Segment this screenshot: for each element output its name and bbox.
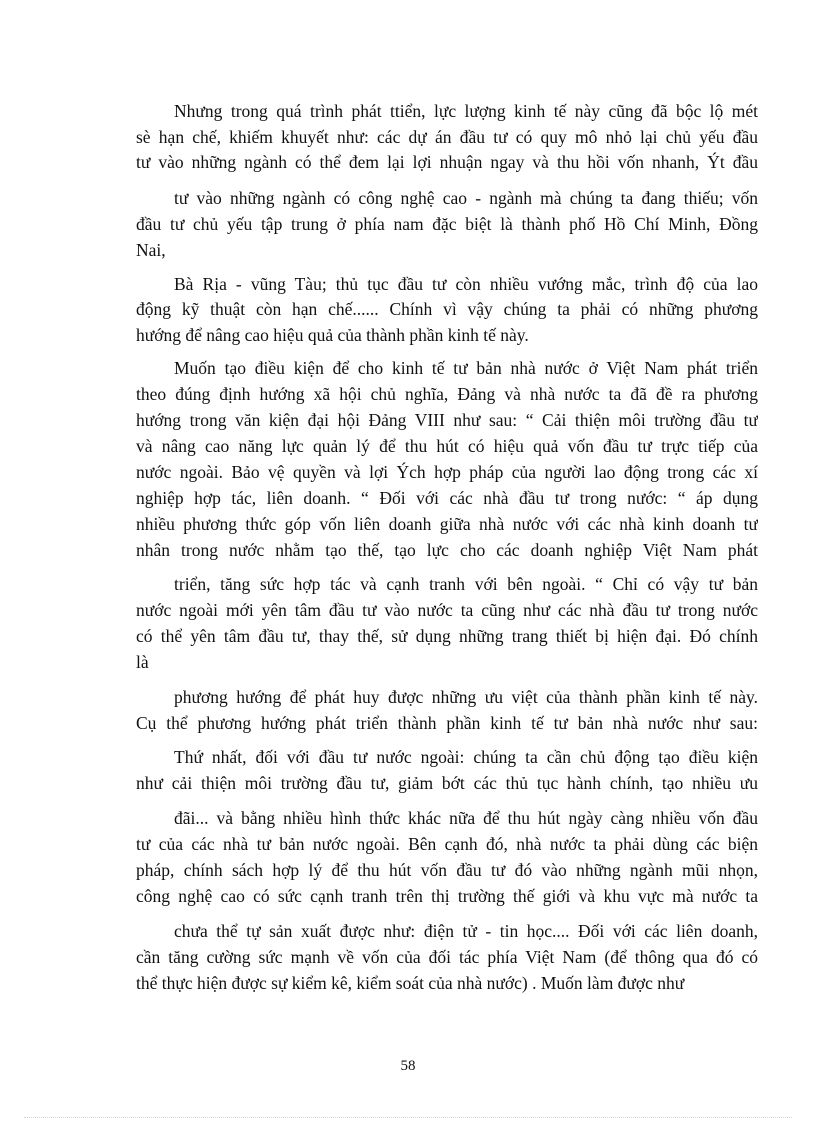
text-line: hướng trong văn kiện đại hội Đảng VIII như sau: “ Cải thiện môi trường đầu tư — [136, 410, 758, 430]
text-line: tư vào những ngành có công nghệ cao - ngành mà chúng ta đang thiếu; vốn — [174, 188, 758, 208]
text-line: Nai, — [136, 240, 166, 260]
text-line: thể thực hiện được sự kiểm kê, kiểm soát của nhà nước) . Muốn làm được như — [136, 973, 685, 993]
text-line: nước ngoài mới yên tâm đầu tư vào nước ta cũng như các nhà đầu tư trong nước — [136, 600, 758, 620]
text-line: pháp, chính sách hợp lý để thu hút vốn đầu tư đó vào những ngành mũi nhọn, — [136, 860, 758, 880]
text-line: Bà Rịa - vũng Tàu; thủ tục đầu tư còn nhiều vướng mắc, trình độ của lao — [174, 274, 758, 294]
text-line: phương hướng để phát huy được những ưu việt của thành phần kinh tế này. — [174, 687, 758, 707]
page-number: 58 — [400, 1058, 416, 1074]
text-line: động kỹ thuật còn hạn chế...... Chính vì vậy chúng ta phải có những phương — [136, 299, 758, 319]
text-line: Nhưng trong quá trình phát ttiển, lực lượng kinh tế này cũng đã bộc lộ mét — [174, 101, 758, 121]
text-line: Muốn tạo điều kiện để cho kinh tế tư bản nhà nước ở Việt Nam phát triển — [174, 358, 758, 378]
text-line: theo đúng định hướng xã hội chủ nghĩa, Đảng và nhà nước ta đã đề ra phương — [136, 384, 758, 404]
text-line: Thứ nhất, đối với đầu tư nước ngoài: chúng ta cần chủ động tạo điều kiện — [174, 747, 758, 767]
text-line: đãi... và bằng nhiều hình thức khác nữa để thu hút ngày càng nhiều vốn đầu — [174, 808, 758, 828]
text-line: Cụ thể phương hướng phát triển thành phần kinh tế tư bản nhà nước như sau: — [136, 713, 758, 733]
text-line: sè hạn chế, khiếm khuyết như: các dự án đầu tư có quy mô nhỏ lại chủ yếu đầu — [136, 127, 758, 147]
text-line: đầu tư chủ yếu tập trung ở phía nam đặc biệt là thành phố Hồ Chí Minh, Đồng — [136, 214, 758, 234]
text-line: nhân trong nước nhằm tạo thế, tạo lực cho các doanh nghiệp Việt Nam phát — [136, 540, 758, 560]
text-line: như cải thiện môi trường đầu tư, giảm bớt các thủ tục hành chính, tạo nhiều ưu — [136, 773, 758, 793]
text-line: tư vào những ngành có thể đem lại lợi nhuận ngay và thu hồi vốn nhanh, Ýt đầu — [136, 152, 758, 172]
text-line: nước ngoài. Bảo vệ quyền và lợi Ých hợp pháp của người lao động trong các xí — [136, 462, 758, 482]
text-line: là — [136, 652, 149, 672]
text-line: công nghệ cao có sức cạnh tranh trên thị trường thế giới và khu vực mà nước ta — [136, 886, 758, 906]
text-line: tư của các nhà tư bản nước ngoài. Bên cạnh đó, nhà nước ta phải dùng các biện — [136, 834, 758, 854]
text-line: nhiều phương thức góp vốn liên doanh giữa nhà nước với các nhà kinh doanh tư — [136, 514, 758, 534]
text-line: cần tăng cường sức mạnh về vốn của đối tác phía Việt Nam (để thông qua đó có — [136, 947, 758, 967]
text-line: chưa thể tự sản xuất được như: điện tử - tin học.... Đối với các liên doanh, — [174, 921, 758, 941]
page-bottom-divider — [24, 1117, 792, 1118]
text-line: nghiệp hợp tác, liên doanh. “ Đối với các nhà đầu tư trong nước: “ áp dụng — [136, 488, 758, 508]
text-line: triển, tăng sức hợp tác và cạnh tranh với bên ngoài. “ Chỉ có vậy tư bản — [174, 574, 758, 594]
text-line: hướng để nâng cao hiệu quả của thành phần kinh tế này. — [136, 325, 529, 345]
text-line: và nâng cao năng lực quản lý để thu hút có hiệu quả vốn đầu tư trực tiếp của — [136, 436, 758, 456]
text-line: có thể yên tâm đầu tư, thay thế, sử dụng những trang thiết bị hiện đại. Đó chính — [136, 626, 758, 646]
